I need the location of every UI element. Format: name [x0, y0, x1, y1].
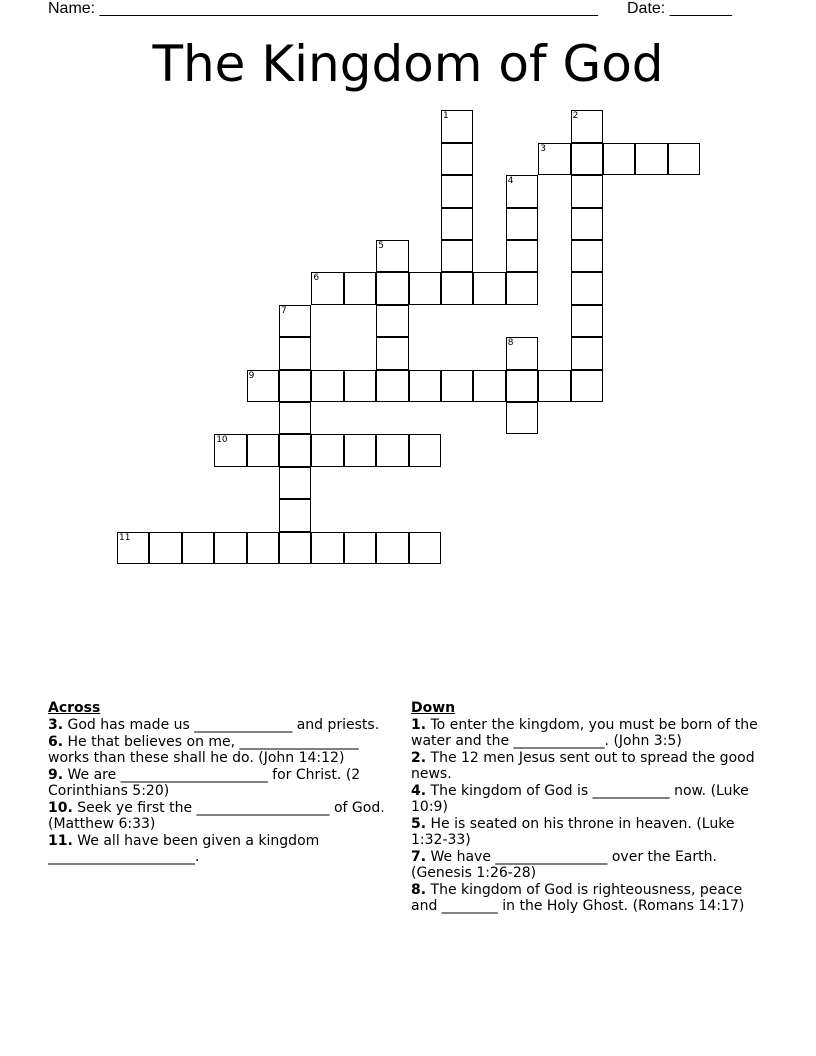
clue-item [411, 783, 771, 815]
crossword-cell[interactable] [311, 434, 343, 466]
clue-item-text: We are _____________________ for Christ. (2 Corinthians 5:20) [48, 767, 361, 799]
crossword-cell[interactable] [473, 370, 505, 402]
crossword-cell[interactable] [473, 272, 505, 304]
crossword-cell[interactable] [571, 337, 603, 369]
crossword-cell[interactable] [376, 305, 408, 337]
crossword-cell[interactable] [311, 370, 343, 402]
clue-item [411, 717, 771, 749]
crossword-cell[interactable] [571, 110, 603, 142]
clue-item-text: The kingdom of God is ___________ now. (Luke 10:9) [411, 783, 749, 815]
clue-number: 6 [313, 273, 320, 284]
clue-number: 1 [443, 111, 449, 122]
crossword-cell[interactable] [571, 272, 603, 304]
down-clue-list [411, 717, 771, 914]
crossword-cell[interactable] [311, 532, 343, 564]
clue-item-text: He that believes on me, _________________ works than these shall he do. (John 14:12) [48, 734, 359, 766]
crossword-cell[interactable] [441, 143, 473, 175]
clue-number: 8 [507, 338, 514, 349]
clue-item [411, 849, 771, 881]
crossword-cell[interactable] [311, 272, 343, 304]
clue-item-number: 7. [411, 849, 427, 865]
clue-item-text: Seek ye first the ___________________ of God. (Matthew 6:33) [48, 800, 385, 832]
clue-item-number: 11. [48, 833, 73, 849]
crossword-cell[interactable] [571, 143, 603, 175]
clue-item [48, 717, 388, 733]
crossword-cell[interactable] [214, 434, 246, 466]
crossword-cell[interactable] [279, 467, 311, 499]
crossword-cell[interactable] [279, 402, 311, 434]
date-field: Date: _______ [627, 0, 732, 17]
crossword-cell[interactable] [635, 143, 667, 175]
clue-number: 5 [378, 241, 384, 251]
clue-item-text: We have ________________ over the Earth. (Genesis 1:26-28) [411, 849, 717, 881]
clue-item [411, 816, 771, 848]
crossword-cell[interactable] [279, 532, 311, 564]
clue-item-number: 3. [48, 717, 64, 733]
crossword-cell[interactable] [441, 370, 473, 402]
clue-number: 4 [507, 176, 514, 187]
crossword-cell[interactable] [506, 240, 538, 272]
clue-item-number: 4. [411, 783, 427, 799]
crossword-cell[interactable] [571, 305, 603, 337]
crossword-cell[interactable] [506, 402, 538, 434]
crossword-cell[interactable] [247, 532, 279, 564]
clue-item-text: The kingdom of God is righteousness, peace and ________ in the Holy Ghost. (Romans 14:17) [411, 882, 745, 914]
clue-item-text: God has made us ______________ and priests. [63, 717, 380, 733]
crossword-cell[interactable] [409, 272, 441, 304]
crossword-cell[interactable] [441, 208, 473, 240]
crossword-cell[interactable] [279, 434, 311, 466]
clue-item-text: We all have been given a kingdom _____________________. [48, 833, 320, 865]
down-heading: Down [411, 700, 456, 716]
clue-item-number: 9. [48, 767, 64, 783]
crossword-cell[interactable] [182, 532, 214, 564]
crossword-cell[interactable] [376, 370, 408, 402]
name-field: Name: ________________________________________________________ [48, 0, 598, 17]
crossword-cell[interactable] [344, 434, 376, 466]
crossword-cell[interactable] [376, 532, 408, 564]
clue-item [48, 833, 388, 865]
clue-number: 10 [216, 435, 228, 446]
page-title: The Kingdom of God [152, 35, 664, 93]
clue-number: 3 [540, 143, 546, 154]
crossword-cell[interactable] [344, 532, 376, 564]
crossword-cell[interactable] [149, 532, 181, 564]
clue-number: 7 [281, 305, 287, 316]
crossword-cell[interactable] [409, 434, 441, 466]
clue-item-number: 1. [411, 717, 427, 733]
clue-item-text: The 12 men Jesus sent out to spread the good news. [411, 750, 755, 782]
crossword-cell[interactable] [279, 370, 311, 402]
crossword-cell[interactable] [279, 337, 311, 369]
crossword-cell[interactable] [603, 143, 635, 175]
crossword-cell[interactable] [376, 434, 408, 466]
crossword-cell[interactable] [279, 305, 311, 337]
down-clues [411, 700, 771, 915]
clue-item-number: 8. [411, 882, 427, 898]
crossword-cell[interactable] [214, 532, 246, 564]
crossword-cell[interactable] [117, 532, 149, 564]
clue-item-number: 10. [48, 800, 73, 816]
crossword-cell[interactable] [441, 175, 473, 207]
crossword-cell[interactable] [376, 272, 408, 304]
clue-item [48, 800, 388, 832]
clue-number: 9 [248, 370, 255, 381]
clue-item-text: He is seated on his throne in heaven. (Luke 1:32-33) [411, 816, 735, 848]
clue-item-number: 6. [48, 734, 64, 750]
crossword-cell[interactable] [376, 337, 408, 369]
crossword-cell[interactable] [279, 499, 311, 531]
clue-item [48, 734, 388, 766]
crossword-cell[interactable] [247, 434, 279, 466]
crossword-cell[interactable] [571, 240, 603, 272]
crossword-cell[interactable] [409, 532, 441, 564]
clue-number: 11 [119, 532, 131, 543]
crossword-cell[interactable] [506, 175, 538, 207]
crossword-cell[interactable] [344, 272, 376, 304]
clue-item-number: 2. [411, 750, 427, 766]
crossword-cell[interactable] [538, 143, 570, 175]
across-clues [48, 700, 388, 866]
crossword-cell[interactable] [441, 110, 473, 142]
crossword-cell[interactable] [571, 208, 603, 240]
crossword-cell[interactable] [506, 208, 538, 240]
crossword-cell[interactable] [506, 337, 538, 369]
crossword-cell[interactable] [571, 175, 603, 207]
crossword-cell[interactable] [506, 370, 538, 402]
crossword-cell[interactable] [538, 370, 570, 402]
clue-item [411, 750, 771, 782]
clue-item-text: To enter the kingdom, you must be born of the water and the _____________. (John 3:5) [411, 717, 758, 749]
crossword-cell[interactable] [409, 370, 441, 402]
crossword-cell[interactable] [344, 370, 376, 402]
clue-item-number: 5. [411, 816, 427, 832]
clue-number: 2 [572, 111, 579, 122]
clue-item [48, 767, 388, 799]
crossword-cell[interactable] [668, 143, 700, 175]
clue-item [411, 882, 771, 914]
crossword-cell[interactable] [506, 272, 538, 304]
crossword-cell[interactable] [441, 240, 473, 272]
crossword-cell[interactable] [571, 370, 603, 402]
crossword-cell[interactable] [376, 240, 408, 272]
across-clue-list [48, 717, 388, 865]
across-heading: Across [48, 700, 101, 716]
crossword-cell[interactable] [247, 370, 279, 402]
crossword-cell[interactable] [441, 272, 473, 304]
